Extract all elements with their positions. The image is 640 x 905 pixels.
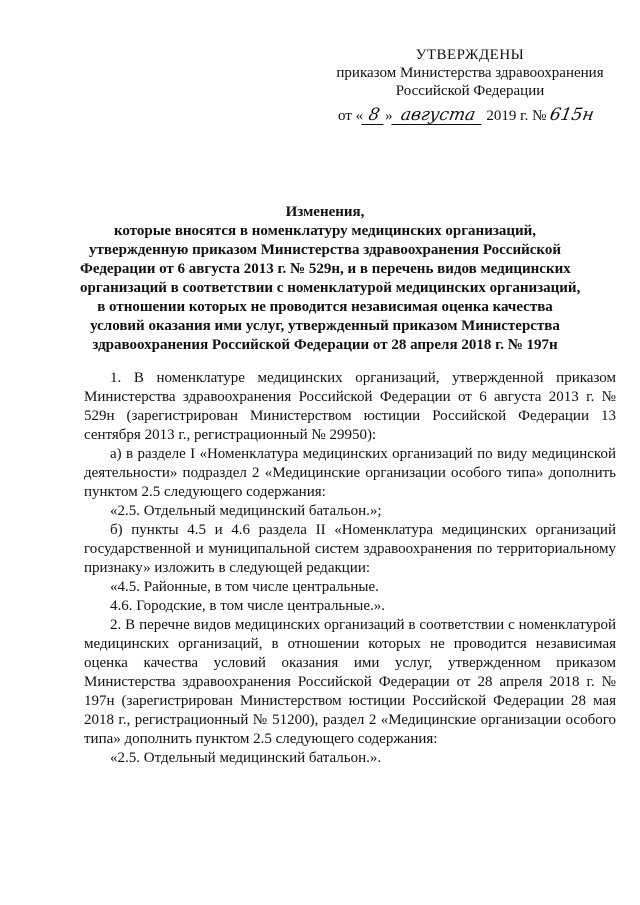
body-paragraph: б) пункты 4.5 и 4.6 раздела II «Номенклатура медицинских организаций государственной и муниципальной систем здравоохранения по территориальному признаку» изложить в следующей редакции:	[84, 522, 616, 576]
handwritten-month: августа	[391, 106, 484, 125]
body-paragraph: а) в разделе I «Номенклатура медицинских организаций по виду медицинской деятельности» подраздел 2 «Медицинские организации особого типа» дополнить пунктом 2.5 следующего содержания:	[84, 446, 616, 500]
body-paragraph: 2. В перечне видов медицинских организаций в соответствии с номенклатурой медицинских организаций, в отношении которых не проводится независимая оценка качества условий оказания ими услуг, утвержденном приказом Министерства здравоохранения Российской Федерации от 28 апреля 2018 г. № 197н (зарегистрирован Министерством юстиции Российской Федерации 28 мая 2018 г., регистрационный № 51200), раздел 2 «Медицинские организации особого типа» дополнить пунктом 2.5 следующего содержания:	[84, 617, 616, 747]
title-line: организаций в соответствии с номенклатурой медицинских организаций,	[80, 280, 581, 296]
body-paragraph: 1. В номенклатуре медицинских организаций, утвержденной приказом Министерства здравоохранения Российской Федерации от 6 августа 2013 г. № 529н (зарегистрирован Министерством юстиции Российской Федерации 13 сентября 2013 г., регистрационный № 29950):	[84, 370, 616, 443]
document-title	[80, 203, 581, 355]
title-line: утвержденную приказом Министерства здравоохранения Российской	[89, 242, 561, 258]
body-paragraph: «2.5. Отдельный медицинский батальон.».	[110, 750, 382, 766]
approval-order-line: приказом Министерства здравоохранения	[336, 65, 604, 81]
approval-date-line	[330, 106, 610, 125]
title-line: в отношении которых не проводится независимая оценка качества	[97, 299, 553, 315]
handwritten-order-number: 615н	[548, 105, 596, 125]
approval-block	[330, 46, 610, 125]
approval-federation-line: Российской Федерации	[395, 83, 545, 99]
approval-heading: УТВЕРЖДЕНЫ	[415, 47, 525, 63]
document-body	[84, 369, 616, 768]
title-line: Федерации от 6 августа 2013 г. № 529н, и в перечень видов медицинских	[80, 261, 571, 277]
title-line: которые вносятся в номенклатуру медицинских организаций,	[113, 223, 537, 239]
body-paragraph: 4.6. Городские, в том числе центральные.».	[110, 598, 386, 614]
handwritten-day: 8	[361, 106, 386, 125]
title-line: здравоохранения Российской Федерации от 28 апреля 2018 г. № 197н	[92, 337, 558, 353]
date-mid: »	[385, 108, 393, 124]
title-line: Изменения,	[285, 204, 365, 220]
title-line: условий оказания ими услуг, утвержденный приказом Министерства	[90, 318, 560, 334]
date-prefix: от «	[338, 108, 364, 124]
body-paragraph: «2.5. Отдельный медицинский батальон.»;	[110, 503, 382, 519]
date-suffix: 2019 г. №	[486, 108, 547, 124]
body-paragraph: «4.5. Районные, в том числе центральные.	[110, 579, 379, 595]
